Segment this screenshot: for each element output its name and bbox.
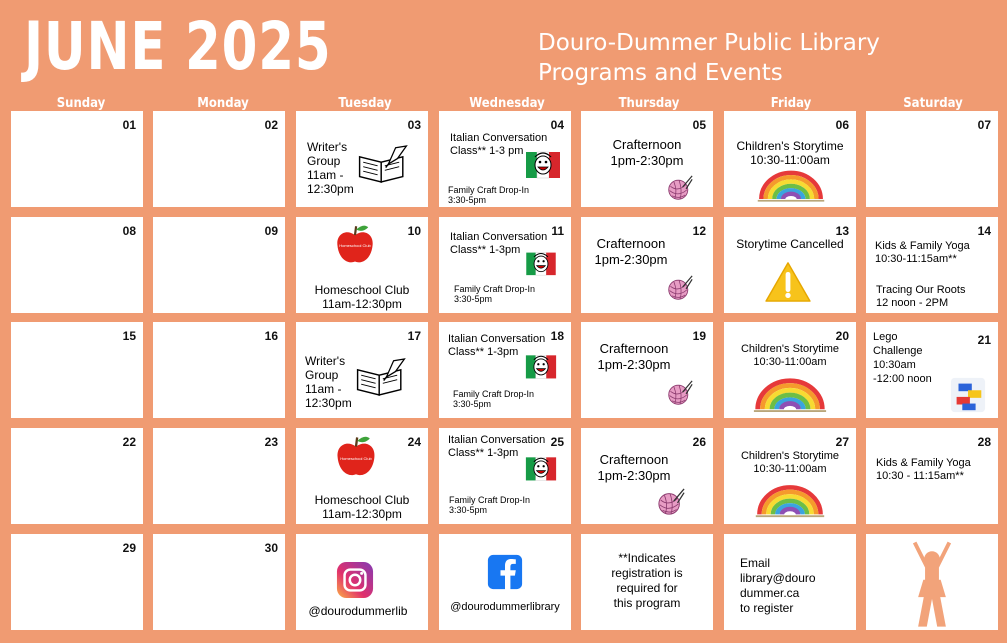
date-number: 27 (835, 435, 849, 449)
day-cell (439, 428, 571, 524)
family-craft-event: Family Craft Drop-In 3:30-5pm (453, 389, 535, 410)
date-number: 09 (264, 224, 278, 238)
weekday-saturday: Saturday (903, 96, 963, 111)
day-cell (724, 322, 856, 418)
child-silhouette-icon (906, 540, 958, 630)
date-number: 28 (977, 435, 991, 449)
date-number: 23 (264, 435, 278, 449)
day-cell (153, 217, 285, 313)
day-cell (866, 111, 998, 207)
date-number: 16 (264, 329, 278, 343)
homeschool-event: Homeschool Club 11am-12:30pm (314, 493, 410, 521)
storytime-event: Children's Storytime 10:30-11:00am (740, 450, 840, 475)
yarn-ball-icon (667, 275, 693, 301)
date-number: 24 (407, 435, 421, 449)
day-cell (153, 428, 285, 524)
tracing-roots-event: Tracing Our Roots 12 noon - 2PM (876, 284, 966, 309)
italian-class-event: Italian Conversation Class** 1-3 pm (450, 132, 548, 157)
homeschool-event: Homeschool Club 11am-12:30pm (314, 283, 410, 311)
day-cell (439, 111, 571, 207)
date-number: 11 (551, 224, 564, 238)
day-cell (153, 322, 285, 418)
yarn-ball-icon (657, 488, 685, 516)
day-cell (439, 322, 571, 418)
day-cell (153, 111, 285, 207)
italian-class-event: Italian Conversation Class** 1-3pm (448, 333, 546, 358)
day-cell (11, 534, 143, 630)
registration-note: **Indicates registration is required for this program (611, 551, 683, 610)
crafternoon-event: Crafternoon 1pm-2:30pm (597, 341, 671, 372)
day-cell (439, 217, 571, 313)
lego-challenge-event: Lego Challenge 10:30am -12:00 noon (873, 331, 932, 385)
writers-group-event: Writer's Group 11am - 12:30pm (305, 354, 352, 410)
book-quill-icon (356, 143, 410, 185)
email-address-line[interactable]: library@douro (740, 571, 816, 585)
email-contact: Email library@douro dummer.ca to register (740, 556, 816, 615)
italian-class-event: Italian Conversation Class** 1-3pm (448, 434, 546, 459)
day-cell (724, 111, 856, 207)
date-number: 08 (122, 224, 136, 238)
library-subtitle (538, 28, 880, 88)
date-number: 29 (122, 541, 136, 555)
yoga-event: Kids & Family Yoga 10:30 - 11:15am** (876, 457, 971, 482)
date-number: 14 (977, 224, 991, 238)
date-number: 06 (835, 118, 849, 132)
day-cell (866, 217, 998, 313)
day-cell (581, 428, 713, 524)
lego-bricks-icon (948, 376, 988, 414)
weekday-wednesday: Wednesday (469, 96, 545, 111)
date-number: 12 (692, 224, 706, 238)
warning-icon (764, 261, 812, 303)
italian-flag-face-icon (525, 454, 557, 482)
date-number: 07 (977, 118, 991, 132)
day-cell (581, 111, 713, 207)
italian-flag-face-icon (525, 149, 561, 179)
date-number: 19 (692, 329, 706, 343)
family-craft-event: Family Craft Drop-In 3:30-5pm (449, 495, 531, 516)
instagram-icon[interactable] (336, 561, 374, 599)
storytime-event: Children's Storytime 10:30-11:00am (736, 139, 844, 167)
day-cell (153, 534, 285, 630)
family-craft-event: Family Craft Drop-In 3:30-5pm (448, 185, 530, 206)
storytime-cancelled-label: Storytime Cancelled (736, 237, 844, 251)
italian-flag-face-icon (525, 250, 557, 276)
yarn-ball-icon (667, 380, 693, 406)
weekday-thursday: Thursday (618, 96, 680, 111)
day-cell (724, 217, 856, 313)
weekday-sunday: Sunday (56, 96, 106, 111)
day-cell (866, 428, 998, 524)
date-number: 17 (407, 329, 421, 343)
instagram-handle[interactable]: @dourodummerlib (308, 604, 408, 618)
day-cell (11, 111, 143, 207)
date-number: 05 (692, 118, 706, 132)
crafternoon-event: Crafternoon 1pm-2:30pm (597, 452, 671, 483)
day-cell (296, 322, 428, 418)
facebook-cell (439, 534, 571, 630)
storytime-event: Children's Storytime 10:30-11:00am (740, 343, 840, 368)
rainbow-icon (752, 374, 828, 414)
date-number: 18 (550, 329, 564, 343)
weekday-header-row (10, 96, 1004, 110)
email-address-line[interactable]: dummer.ca (740, 586, 800, 600)
date-number: 25 (550, 435, 564, 449)
weekday-monday: Monday (197, 96, 249, 111)
page-title: JUNE 2025 (24, 8, 332, 85)
yarn-ball-icon (667, 175, 693, 201)
italian-flag-face-icon (525, 352, 557, 380)
day-cell (581, 217, 713, 313)
date-number: 15 (122, 329, 136, 343)
day-cell (581, 322, 713, 418)
facebook-handle[interactable]: @dourodummerlibrary (450, 601, 560, 613)
crafternoon-event: Crafternoon 1pm-2:30pm (594, 236, 668, 267)
facebook-icon[interactable] (487, 554, 523, 590)
day-cell (11, 217, 143, 313)
book-quill-icon (354, 356, 408, 398)
day-cell (11, 428, 143, 524)
yoga-event: Kids & Family Yoga 10:30-11:15am** (875, 240, 970, 265)
child-image-cell (866, 534, 998, 630)
date-number: 01 (122, 118, 136, 132)
date-number: 13 (835, 224, 849, 238)
date-number: 03 (407, 118, 421, 132)
writers-group-event: Writer's Group 11am - 12:30pm (307, 140, 354, 196)
weekday-friday: Friday (770, 96, 812, 111)
rainbow-icon (754, 480, 826, 520)
day-cell (296, 111, 428, 207)
subtitle-line-1: Douro-Dummer Public Library (538, 30, 880, 56)
instagram-cell (296, 534, 428, 630)
date-number: 02 (264, 118, 278, 132)
date-number: 04 (550, 118, 564, 132)
homeschool-logo-text: Homeschool Club (339, 243, 371, 248)
weekday-tuesday: Tuesday (338, 96, 392, 111)
family-craft-event: Family Craft Drop-In 3:30-5pm (454, 284, 536, 305)
date-number: 26 (692, 435, 706, 449)
subtitle-line-2: Programs and Events (538, 60, 783, 86)
day-cell (296, 217, 428, 313)
date-number: 21 (977, 333, 991, 347)
date-number: 30 (264, 541, 278, 555)
rainbow-icon (756, 167, 826, 203)
day-cell (866, 322, 998, 418)
date-number: 10 (407, 224, 421, 238)
day-cell (11, 322, 143, 418)
registration-note-cell (581, 534, 713, 630)
day-cell (724, 428, 856, 524)
crafternoon-event: Crafternoon 1pm-2:30pm (610, 137, 684, 168)
email-cell (724, 534, 856, 630)
italian-class-event: Italian Conversation Class** 1-3pm (450, 231, 548, 256)
date-number: 20 (835, 329, 849, 343)
homeschool-logo-text: Homeschool Club (340, 456, 372, 461)
day-cell (296, 428, 428, 524)
date-number: 22 (122, 435, 136, 449)
